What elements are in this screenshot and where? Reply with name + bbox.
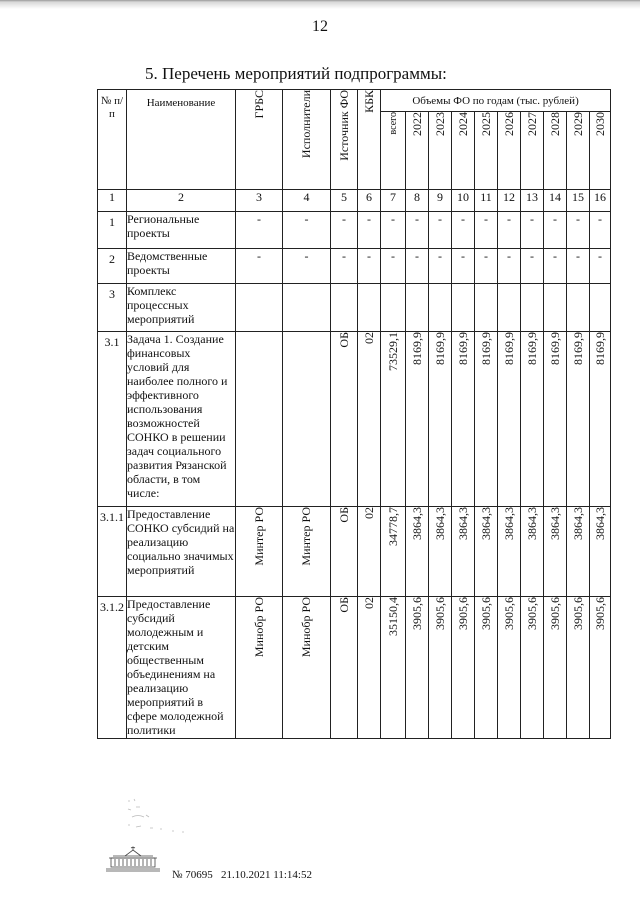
row-kbk: - — [358, 212, 381, 249]
row-name: Предоставление СОНКО субсидий на реализацию социально значимых мероприятий — [127, 507, 236, 597]
column-number: 8 — [406, 190, 429, 212]
row-value: - — [521, 249, 544, 284]
row-grbs — [236, 597, 283, 739]
row-executors-label: Минтер РО — [299, 507, 313, 566]
column-number: 6 — [358, 190, 381, 212]
row-value-label: 3864,3 — [501, 507, 516, 540]
row-source — [331, 284, 358, 332]
column-number: 11 — [475, 190, 498, 212]
row-value — [590, 332, 611, 507]
doc-timestamp: 21.10.2021 11:14:52 — [221, 869, 312, 881]
row-grbs — [236, 507, 283, 597]
row-kbk — [358, 284, 381, 332]
header-year — [429, 112, 452, 190]
row-value: - — [381, 212, 406, 249]
header-year — [544, 112, 567, 190]
row-num: 3 — [98, 284, 127, 332]
faint-signature-marks — [124, 795, 204, 840]
header-source — [331, 90, 358, 190]
row-value-label: 8169,9 — [592, 332, 607, 365]
header-year — [521, 112, 544, 190]
row-value — [521, 597, 544, 739]
row-kbk — [358, 507, 381, 597]
column-number: 12 — [498, 190, 521, 212]
column-number: 9 — [429, 190, 452, 212]
row-grbs-label: Минобр РО — [251, 597, 266, 658]
row-value: - — [567, 249, 590, 284]
row-value-label: 34778,7 — [385, 507, 400, 546]
row-value — [567, 332, 590, 507]
row-grbs — [236, 284, 283, 332]
page-number: 12 — [312, 18, 328, 35]
row-value-label: 3864,3 — [524, 507, 539, 540]
row-value: - — [521, 212, 544, 249]
column-number: 10 — [452, 190, 475, 212]
row-value — [498, 332, 521, 507]
row-value — [429, 507, 452, 597]
row-value-label: 8169,9 — [547, 332, 562, 365]
row-value — [406, 284, 429, 332]
row-kbk-label: 02 — [361, 332, 376, 344]
row-source: - — [331, 249, 358, 284]
header-grbs — [236, 90, 283, 190]
row-value — [590, 507, 611, 597]
row-value — [406, 332, 429, 507]
row-executors-label: Минобр РО — [299, 597, 313, 658]
row-num: 3.1.2 — [98, 597, 127, 739]
column-number: 15 — [567, 190, 590, 212]
row-value — [521, 507, 544, 597]
row-value — [381, 332, 406, 507]
scan-edge — [0, 0, 640, 10]
row-grbs-label: Минтер РО — [251, 507, 266, 566]
column-number: 4 — [283, 190, 331, 212]
row-executors — [283, 332, 331, 507]
registration-footer — [172, 869, 312, 881]
header-executors-label: Исполнители — [299, 90, 313, 159]
row-value: - — [475, 212, 498, 249]
row-source — [331, 597, 358, 739]
header-year-label: 2029 — [570, 112, 585, 136]
table-row — [98, 332, 611, 507]
row-value-label: 8169,9 — [432, 332, 447, 365]
row-value — [429, 284, 452, 332]
row-name: Комплекс процессных мероприятий — [127, 284, 236, 332]
row-kbk — [358, 332, 381, 507]
row-value: - — [475, 249, 498, 284]
column-number: 14 — [544, 190, 567, 212]
row-value — [381, 597, 406, 739]
column-number: 1 — [98, 190, 127, 212]
header-year-label: 2026 — [501, 112, 516, 136]
header-year-label: 2023 — [432, 112, 447, 136]
row-value — [521, 284, 544, 332]
row-name: Предоставление субсидий молодежным и детским общественным объединениям на реализацию мероприятий в сфере молодежной политики — [127, 597, 236, 739]
row-name: Задача 1. Создание финансовых условий для наиболее полного и эффективного использования возможностей СОНКО в решении задач социального развития Рязанской области, в том числе: — [127, 332, 236, 507]
row-kbk-label: 02 — [361, 507, 376, 519]
column-number: 5 — [331, 190, 358, 212]
row-value: - — [567, 212, 590, 249]
header-year — [590, 112, 611, 190]
row-value-label: 3864,3 — [409, 507, 424, 540]
row-value-label: 3905,6 — [409, 597, 424, 630]
header-num: № п/п — [98, 90, 127, 190]
row-grbs — [236, 332, 283, 507]
row-num: 3.1 — [98, 332, 127, 507]
row-value: - — [498, 249, 521, 284]
building-emblem-icon — [103, 846, 163, 872]
row-value — [544, 284, 567, 332]
header-grbs-label: ГРБС — [251, 90, 266, 119]
row-num: 1 — [98, 212, 127, 249]
row-value — [475, 507, 498, 597]
row-kbk — [358, 597, 381, 739]
row-executors — [283, 597, 331, 739]
column-number: 2 — [127, 190, 236, 212]
row-value-label: 8169,9 — [524, 332, 539, 365]
row-kbk-label: 02 — [361, 597, 376, 609]
header-kbk-label: КБК — [361, 90, 376, 113]
row-value: - — [590, 249, 611, 284]
row-value — [544, 597, 567, 739]
header-name: Наименование — [127, 90, 236, 190]
header-year — [381, 112, 406, 190]
row-value — [544, 507, 567, 597]
row-source-label: ОБ — [336, 332, 351, 348]
header-year-label: 2030 — [592, 112, 607, 136]
row-value — [590, 597, 611, 739]
header-year — [475, 112, 498, 190]
row-value-label: 35150,4 — [385, 597, 400, 636]
row-value — [544, 332, 567, 507]
row-value-label: 3864,3 — [478, 507, 493, 540]
row-source-label: ОБ — [336, 507, 351, 523]
row-value-label: 3864,3 — [455, 507, 470, 540]
row-source — [331, 332, 358, 507]
row-value — [521, 332, 544, 507]
row-value — [429, 332, 452, 507]
row-value — [498, 597, 521, 739]
header-source-label: Источник ФО — [336, 90, 351, 161]
header-year-label: 2027 — [524, 112, 539, 136]
header-year — [567, 112, 590, 190]
column-number: 3 — [236, 190, 283, 212]
header-executors — [283, 90, 331, 190]
row-value — [452, 597, 475, 739]
doc-number: № 70695 — [172, 869, 213, 881]
row-grbs: - — [236, 212, 283, 249]
row-value — [452, 284, 475, 332]
row-value-label: 8169,9 — [409, 332, 424, 365]
row-value-label: 3864,3 — [432, 507, 447, 540]
row-value — [498, 284, 521, 332]
header-year — [498, 112, 521, 190]
row-value-label: 3905,6 — [570, 597, 585, 630]
row-value — [475, 332, 498, 507]
row-value-label: 3905,6 — [432, 597, 447, 630]
row-source-label: ОБ — [336, 597, 351, 613]
row-value-label: 3905,6 — [478, 597, 493, 630]
row-value: - — [406, 212, 429, 249]
row-value — [475, 597, 498, 739]
header-row-1 — [98, 90, 611, 112]
column-numbers-row — [98, 190, 611, 212]
header-year-label: всего — [387, 112, 399, 135]
row-value: - — [452, 212, 475, 249]
row-value: - — [406, 249, 429, 284]
row-num: 3.1.1 — [98, 507, 127, 597]
row-value-label: 73529,1 — [385, 332, 400, 371]
column-number: 16 — [590, 190, 611, 212]
row-value-label: 3864,3 — [547, 507, 562, 540]
row-value — [567, 284, 590, 332]
row-value: - — [429, 249, 452, 284]
header-year-label: 2024 — [455, 112, 470, 136]
row-executors — [283, 284, 331, 332]
row-value-label: 8169,9 — [501, 332, 516, 365]
table-row — [98, 507, 611, 597]
row-source: - — [331, 212, 358, 249]
row-value-label: 3905,6 — [455, 597, 470, 630]
table-row — [98, 597, 611, 739]
header-volumes: Объемы ФО по годам (тыс. рублей) — [381, 90, 611, 112]
row-name: Ведомственные проекты — [127, 249, 236, 284]
row-executors — [283, 507, 331, 597]
row-value-label: 8169,9 — [455, 332, 470, 365]
row-value-label: 8169,9 — [478, 332, 493, 365]
row-value — [452, 332, 475, 507]
table-row — [98, 249, 611, 284]
row-value: - — [429, 212, 452, 249]
row-value — [381, 284, 406, 332]
header-year — [406, 112, 429, 190]
row-value: - — [590, 212, 611, 249]
header-kbk — [358, 90, 381, 190]
row-value — [406, 597, 429, 739]
row-value — [429, 597, 452, 739]
row-value-label: 3905,6 — [524, 597, 539, 630]
row-source — [331, 507, 358, 597]
header-year-label: 2025 — [478, 112, 493, 136]
header-year-label: 2022 — [409, 112, 424, 136]
row-value — [590, 284, 611, 332]
row-executors: - — [283, 212, 331, 249]
row-value: - — [381, 249, 406, 284]
row-value — [452, 507, 475, 597]
header-year — [452, 112, 475, 190]
row-value-label: 3864,3 — [592, 507, 607, 540]
row-value-label: 3905,6 — [592, 597, 607, 630]
row-value — [381, 507, 406, 597]
row-value — [567, 507, 590, 597]
table-row — [98, 284, 611, 332]
column-number: 13 — [521, 190, 544, 212]
row-value-label: 8169,9 — [570, 332, 585, 365]
row-value: - — [544, 212, 567, 249]
row-value-label: 3905,6 — [547, 597, 562, 630]
row-value-label: 3905,6 — [501, 597, 516, 630]
table-row — [98, 212, 611, 249]
row-value: - — [452, 249, 475, 284]
row-kbk: - — [358, 249, 381, 284]
row-value — [475, 284, 498, 332]
activities-table — [97, 89, 611, 739]
row-value: - — [544, 249, 567, 284]
header-year-label: 2028 — [547, 112, 562, 136]
row-executors: - — [283, 249, 331, 284]
row-value — [498, 507, 521, 597]
row-value: - — [498, 212, 521, 249]
row-name: Региональные проекты — [127, 212, 236, 249]
row-num: 2 — [98, 249, 127, 284]
row-value — [567, 597, 590, 739]
section-title: 5. Перечень мероприятий подпрограммы: — [145, 64, 447, 83]
row-value-label: 3864,3 — [570, 507, 585, 540]
column-number: 7 — [381, 190, 406, 212]
row-value — [406, 507, 429, 597]
row-grbs: - — [236, 249, 283, 284]
